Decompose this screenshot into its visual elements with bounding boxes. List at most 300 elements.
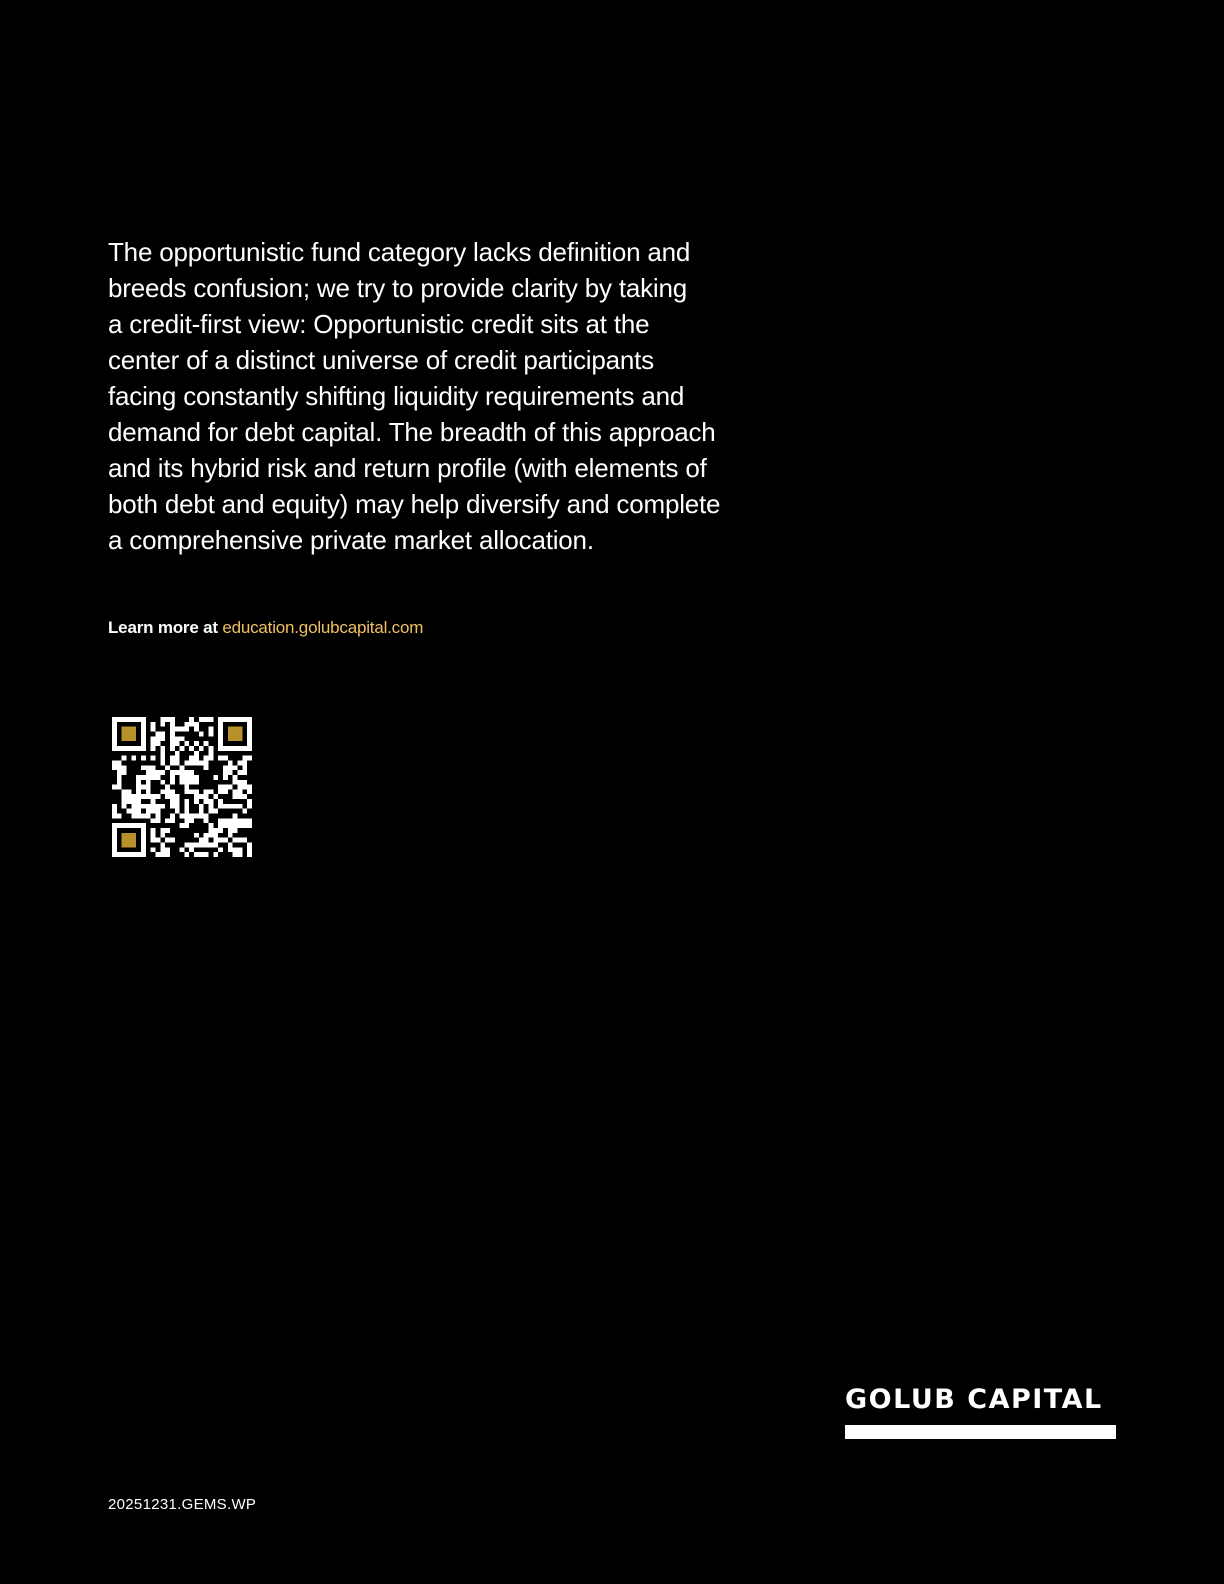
qr-module [189,843,194,848]
qr-module [122,794,127,799]
qr-module [126,794,131,799]
qr-module [233,852,238,857]
qr-module [146,804,151,809]
qr-finder-center [228,727,242,741]
qr-module [160,847,165,852]
qr-module [160,789,165,794]
qr-module [136,814,141,819]
qr-module [141,756,146,761]
qr-module [242,838,247,843]
qr-module [233,828,238,833]
qr-module [151,818,156,823]
qr-module [160,760,165,765]
qr-module [122,799,127,804]
qr-module [170,775,175,780]
qr-module [204,818,209,823]
qr-module [213,809,218,814]
qr-module [160,828,165,833]
qr-module [204,717,209,722]
qr-module [175,794,180,799]
qr-module [242,794,247,799]
qr-module [209,799,214,804]
qr-module [160,731,165,736]
qr-module [151,756,156,761]
qr-module [194,727,199,732]
qr-module [228,847,233,852]
qr-module [131,756,136,761]
qr-module [122,770,127,775]
qr-module [218,847,223,852]
intro-line: and its hybrid risk and return profile (with elements of [108,453,707,483]
qr-module [209,833,214,838]
qr-module [194,794,199,799]
qr-module [209,731,214,736]
qr-module [213,775,218,780]
qr-module [165,789,170,794]
qr-module [112,804,117,809]
qr-module [117,785,122,790]
qr-module [213,852,218,857]
qr-module [151,765,156,770]
qr-module [112,765,117,770]
qr-module [122,789,127,794]
qr-module [233,847,238,852]
qr-module [194,751,199,756]
qr-module [194,833,199,838]
intro-line: a comprehensive private market allocation. [108,525,594,555]
qr-module [218,838,223,843]
qr-code-icon[interactable] [112,717,252,857]
qr-module [165,847,170,852]
qr-module [199,731,204,736]
qr-module [131,814,136,819]
qr-module [209,789,214,794]
qr-module [228,785,233,790]
qr-module [131,804,136,809]
qr-module [151,746,156,751]
qr-module [238,804,243,809]
qr-module [151,794,156,799]
qr-module [175,809,180,814]
qr-module [242,770,247,775]
qr-module [204,760,209,765]
qr-module [199,843,204,848]
qr-module [112,760,117,765]
intro-line: a credit-first view: Opportunistic credit sits at the [108,309,650,339]
learn-more-label: Learn more at [108,618,218,637]
qr-module [233,765,238,770]
intro-line: both debt and equity) may help diversify and complete [108,489,721,519]
qr-module [155,809,160,814]
qr-module [194,756,199,761]
qr-module [209,843,214,848]
qr-module [238,852,243,857]
qr-module [238,847,243,852]
qr-module [199,717,204,722]
qr-module [238,760,243,765]
qr-module [112,809,117,814]
qr-module [189,760,194,765]
qr-module [233,804,238,809]
qr-module [204,794,209,799]
qr-module [180,746,185,751]
qr-module [194,852,199,857]
qr-module [218,818,223,823]
qr-module [170,736,175,741]
qr-module [131,809,136,814]
qr-module [242,818,247,823]
qr-module [136,775,141,780]
qr-module [238,785,243,790]
qr-module [233,794,238,799]
qr-module [223,765,228,770]
qr-module [146,775,151,780]
qr-module [165,852,170,857]
qr-module [175,770,180,775]
qr-module [194,775,199,780]
qr-module [155,741,160,746]
qr-module [184,814,189,819]
qr-module [165,717,170,722]
qr-module [233,775,238,780]
qr-module [199,760,204,765]
qr-module [136,789,141,794]
qr-module [160,833,165,838]
qr-module [238,838,243,843]
qr-module [170,741,175,746]
qr-module [218,756,223,761]
qr-module [155,794,160,799]
qr-module [117,765,122,770]
qr-module [141,794,146,799]
qr-module [155,736,160,741]
qr-module [141,804,146,809]
qr-module [199,794,204,799]
qr-module [209,751,214,756]
qr-module [228,770,233,775]
qr-module [155,731,160,736]
qr-module [228,843,233,848]
qr-finder-center [122,727,136,741]
qr-module [233,780,238,785]
qr-module [189,746,194,751]
qr-module [223,804,228,809]
qr-module [242,823,247,828]
qr-module [160,756,165,761]
qr-module [146,809,151,814]
qr-module [213,843,218,848]
qr-module [165,765,170,770]
qr-module [165,818,170,823]
qr-module [209,809,214,814]
qr-module [165,828,170,833]
qr-module [122,756,127,761]
qr-module [218,785,223,790]
qr-module [218,823,223,828]
qr-module [160,843,165,848]
qr-module [209,804,214,809]
qr-module [151,828,156,833]
qr-code-graphic [112,717,252,857]
qr-module [199,814,204,819]
qr-module [155,775,160,780]
qr-module [242,765,247,770]
intro-line: center of a distinct universe of credit participants [108,345,654,375]
qr-module [213,838,218,843]
qr-module [247,852,252,857]
qr-module [170,804,175,809]
qr-module [175,736,180,741]
qr-module [131,799,136,804]
qr-module [204,756,209,761]
qr-module [189,818,194,823]
qr-module [126,809,131,814]
qr-module [175,760,180,765]
qr-module [170,727,175,732]
qr-module [136,785,141,790]
qr-module [151,838,156,843]
qr-module [233,789,238,794]
qr-module [184,799,189,804]
qr-module [160,852,165,857]
qr-module [184,727,189,732]
qr-module [136,799,141,804]
qr-module [184,722,189,727]
qr-module [155,814,160,819]
qr-module [189,722,194,727]
qr-module [213,828,218,833]
qr-module [199,804,204,809]
qr-module [204,833,209,838]
document-code: 20251231.GEMS.WP [108,1496,257,1513]
qr-module [160,717,165,722]
qr-module [184,818,189,823]
qr-module [228,760,233,765]
qr-module [209,746,214,751]
qr-module [218,804,223,809]
qr-module [136,780,141,785]
qr-module [194,814,199,819]
qr-module [228,828,233,833]
qr-module [238,823,243,828]
qr-module [170,731,175,736]
qr-module [209,828,214,833]
qr-module [151,770,156,775]
qr-module [170,799,175,804]
qr-module [204,838,209,843]
qr-module [228,765,233,770]
education-link[interactable]: education.golubcapital.com [222,618,424,637]
qr-module [228,804,233,809]
intro-line: breeds confusion; we try to provide clarity by taking [108,273,688,303]
qr-module [180,770,185,775]
qr-module [180,775,185,780]
qr-module [247,843,252,848]
qr-module [146,814,151,819]
qr-module [223,775,228,780]
qr-module [170,838,175,843]
qr-module [180,736,185,741]
qr-module [126,789,131,794]
qr-module [175,799,180,804]
qr-module [209,823,214,828]
qr-module [117,770,122,775]
qr-module [170,780,175,785]
qr-module [155,770,160,775]
qr-module [247,789,252,794]
qr-module [194,799,199,804]
qr-module [238,789,243,794]
qr-module [170,814,175,819]
qr-module [175,741,180,746]
qr-module [228,833,233,838]
qr-module [146,765,151,770]
qr-module [204,852,209,857]
intro-paragraph [108,234,788,558]
qr-module [184,785,189,790]
qr-module [112,814,117,819]
qr-module [151,804,156,809]
qr-module [184,823,189,828]
qr-module [126,799,131,804]
qr-module [151,727,156,732]
qr-module [228,818,233,823]
qr-module [122,765,127,770]
qr-module [242,809,247,814]
qr-module [160,722,165,727]
qr-module [117,814,122,819]
qr-module [247,804,252,809]
qr-module [151,809,156,814]
qr-module [117,775,122,780]
qr-module [170,789,175,794]
qr-module [141,775,146,780]
qr-module [218,799,223,804]
qr-module [189,717,194,722]
qr-module [155,804,160,809]
qr-module [151,722,156,727]
qr-module [117,760,122,765]
qr-module [189,789,194,794]
qr-module [117,780,122,785]
learn-more [108,617,423,639]
qr-module [189,756,194,761]
qr-module [146,794,151,799]
qr-module [151,847,156,852]
qr-module [223,838,228,843]
qr-module [160,770,165,775]
qr-module [233,838,238,843]
qr-module [213,833,218,838]
qr-module [122,804,127,809]
qr-module [233,823,238,828]
qr-module [194,780,199,785]
qr-module [218,789,223,794]
qr-module [199,838,204,843]
qr-module [194,741,199,746]
intro-line: The opportunistic fund category lacks definition and [108,237,691,267]
qr-module [209,756,214,761]
qr-module [141,765,146,770]
logo-underline-bar [845,1425,1116,1439]
qr-module [184,770,189,775]
qr-module [184,789,189,794]
qr-module [223,823,228,828]
qr-module [180,814,185,819]
qr-module [209,727,214,732]
qr-module [223,785,228,790]
intro-line: demand for debt capital. The breadth of this approach [108,417,716,447]
qr-module [146,770,151,775]
qr-module [170,722,175,727]
qr-module [146,789,151,794]
qr-module [180,780,185,785]
qr-module [141,814,146,819]
qr-module [223,818,228,823]
qr-module [151,741,156,746]
qr-module [170,760,175,765]
qr-module [160,780,165,785]
qr-module [233,818,238,823]
qr-module [199,852,204,857]
qr-finder-center [122,833,136,847]
qr-module [184,843,189,848]
qr-module [218,828,223,833]
qr-module [165,785,170,790]
qr-module [184,809,189,814]
qr-module [136,809,141,814]
qr-module [204,765,209,770]
qr-module [170,794,175,799]
qr-module [238,794,243,799]
qr-module [180,823,185,828]
qr-module [112,785,117,790]
qr-module [199,809,204,814]
qr-module [170,756,175,761]
qr-module [184,852,189,857]
qr-module [160,736,165,741]
qr-module [189,775,194,780]
qr-module [160,746,165,751]
logo-wordmark: GOLUB CAPITAL [845,1384,1103,1415]
qr-module [204,843,209,848]
qr-module [180,847,185,852]
qr-module [170,818,175,823]
qr-module [184,775,189,780]
qr-module [209,717,214,722]
qr-module [204,799,209,804]
qr-module [165,794,170,799]
qr-module [151,775,156,780]
golub-capital-logo [845,1385,1116,1439]
qr-module [175,756,180,761]
qr-module [194,760,199,765]
qr-module [233,814,238,819]
qr-module [194,843,199,848]
qr-module [223,770,228,775]
qr-module [238,770,243,775]
qr-module [131,794,136,799]
qr-module [184,804,189,809]
qr-module [170,746,175,751]
qr-module [136,794,141,799]
qr-module [242,760,247,765]
qr-module [213,794,218,799]
qr-module [155,838,160,843]
qr-module [247,823,252,828]
qr-module [146,780,151,785]
qr-module [238,818,243,823]
